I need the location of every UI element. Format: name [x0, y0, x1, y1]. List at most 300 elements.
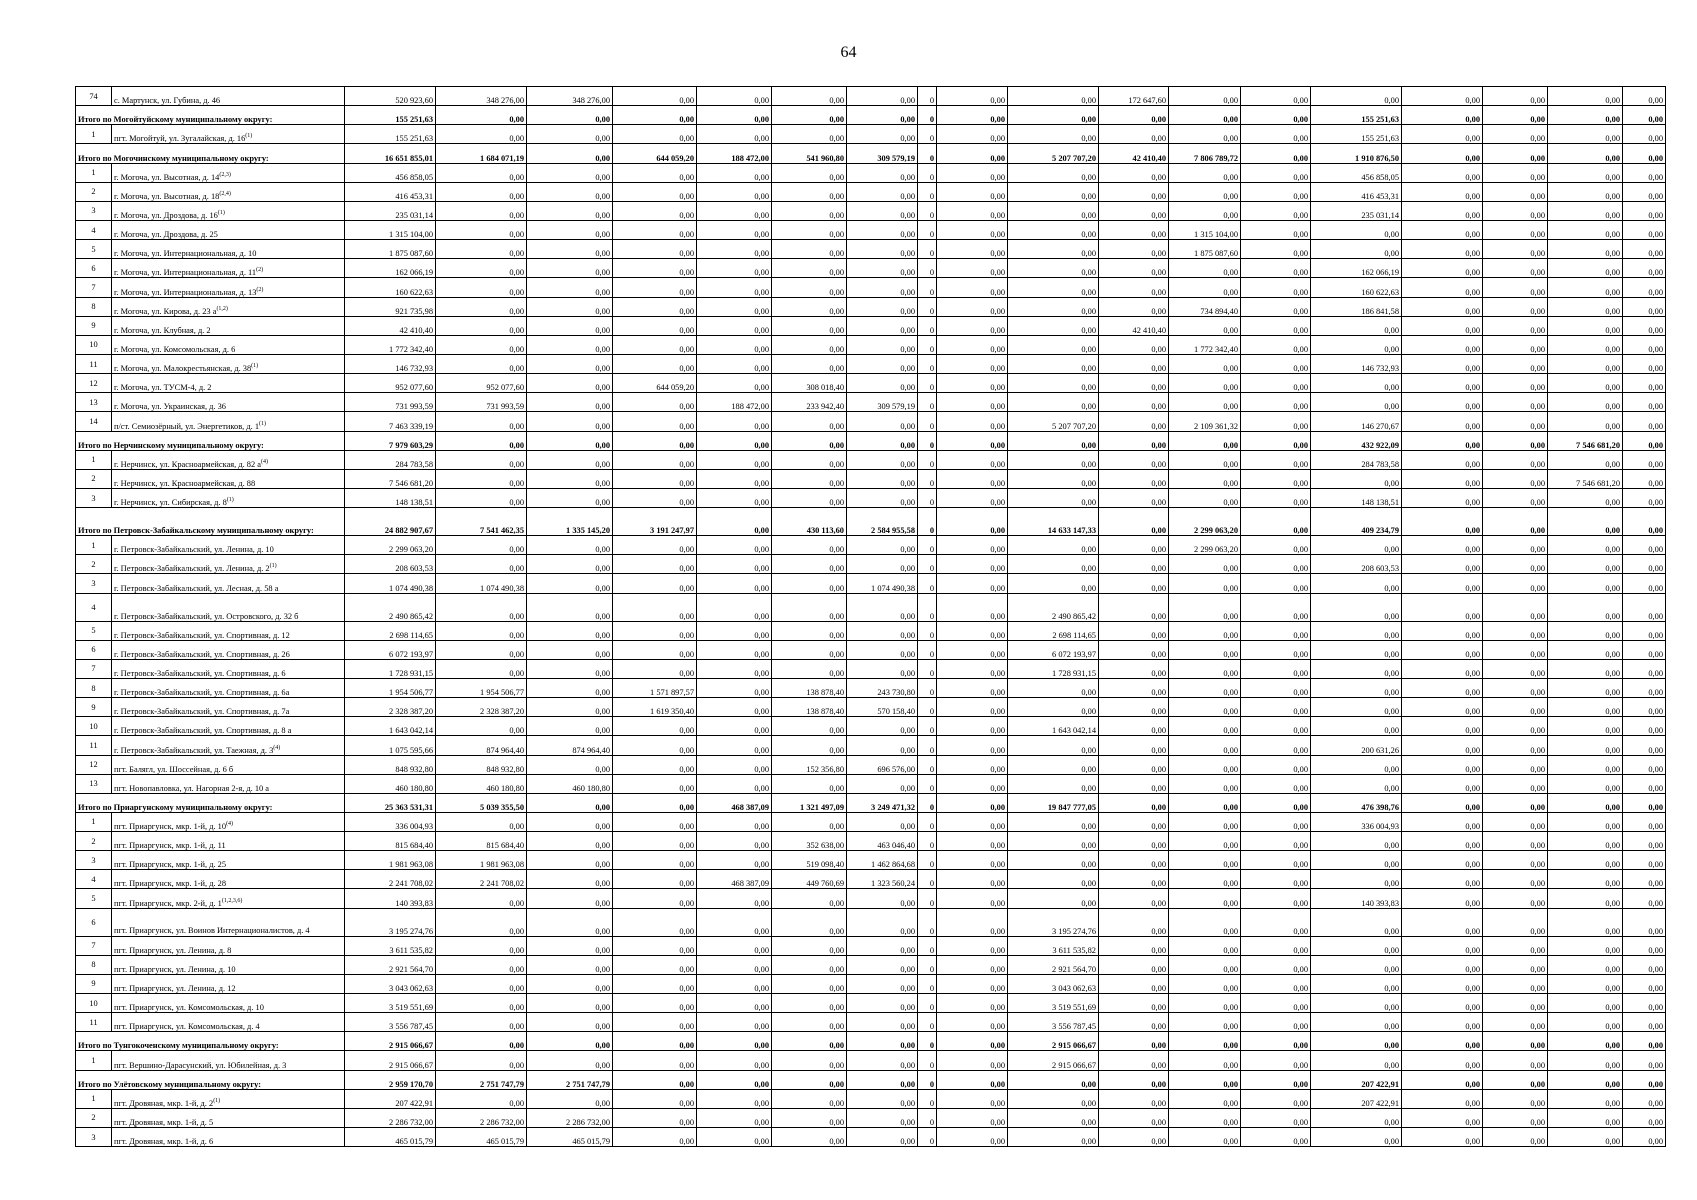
amount-cell: 0,00: [436, 431, 527, 450]
address-text: г. Могоча, ул. Малокрестьянская, д. 38: [114, 364, 252, 374]
amount-cell: 19 847 777,05: [1008, 793, 1099, 812]
amount-cell: 1 954 506,77: [436, 678, 527, 697]
amount-cell: 0,00: [1483, 955, 1548, 974]
amount-cell: 0,00: [1483, 812, 1548, 831]
address-text: г. Могоча, ул. Интернациональная, д. 13: [114, 287, 257, 297]
amount-cell: 0,00: [1099, 1070, 1169, 1089]
amount-cell: 0,00: [1169, 812, 1241, 831]
amount-cell: 0,00: [1483, 870, 1548, 889]
district-total-row: [76, 508, 1666, 536]
amount-cell: 0,00: [527, 259, 613, 278]
address-cell: [112, 593, 345, 621]
row-number: 2: [76, 832, 112, 851]
amount-cell: 0: [918, 1051, 937, 1070]
amount-cell: 0,00: [436, 259, 527, 278]
amount-cell: 0,00: [1169, 1070, 1241, 1089]
amount-cell: 0: [918, 974, 937, 993]
amount-cell: 0,00: [697, 1051, 772, 1070]
amount-cell: 188 472,00: [697, 144, 772, 163]
amount-cell: 0,00: [1402, 354, 1483, 373]
amount-cell: 0,00: [847, 994, 918, 1013]
amount-cell: 0,00: [1402, 431, 1483, 450]
row-number: 1: [76, 125, 112, 144]
amount-cell: 0,00: [1099, 182, 1169, 201]
amount-cell: 0,00: [772, 125, 847, 144]
amount-cell: 0,00: [847, 125, 918, 144]
amount-cell: 0,00: [1402, 717, 1483, 736]
amount-cell: 0,00: [1241, 469, 1311, 488]
amount-cell: 3 519 551,69: [345, 994, 436, 1013]
amount-cell: 1 571 897,57: [613, 678, 697, 697]
amount-cell: 3 611 535,82: [1008, 936, 1099, 955]
amount-cell: 0,00: [613, 469, 697, 488]
amount-cell: 0,00: [436, 469, 527, 488]
amount-cell: 160 622,63: [1311, 278, 1402, 297]
amount-cell: 3 195 274,76: [345, 908, 436, 936]
amount-cell: 0,00: [1623, 488, 1666, 507]
amount-cell: 0,00: [1241, 412, 1311, 431]
amount-cell: 207 422,91: [345, 1089, 436, 1108]
amount-cell: 0,00: [527, 316, 613, 335]
amount-cell: 1 335 145,20: [527, 508, 613, 536]
amount-cell: 696 576,00: [847, 755, 918, 774]
address-cell: [112, 621, 345, 640]
amount-cell: 0,00: [1008, 555, 1099, 574]
amount-cell: 0: [918, 488, 937, 507]
amount-cell: 0,00: [697, 908, 772, 936]
amount-cell: 1 684 071,19: [436, 144, 527, 163]
amount-cell: 155 251,63: [345, 106, 436, 125]
amount-cell: 0,00: [1623, 698, 1666, 717]
amount-cell: 460 180,80: [436, 774, 527, 793]
amount-cell: 0,00: [937, 574, 1008, 593]
amount-cell: 0,00: [613, 955, 697, 974]
amount-cell: 0,00: [772, 640, 847, 659]
amount-cell: 0,00: [937, 736, 1008, 755]
amount-cell: 0,00: [527, 201, 613, 220]
amount-cell: 0,00: [847, 1032, 918, 1051]
address-text: г. Могоча, ул. Кирова, д. 23 а: [114, 306, 217, 316]
amount-cell: 0,00: [1241, 1128, 1311, 1147]
row-number: 3: [76, 201, 112, 220]
amount-cell: 200 631,26: [1311, 736, 1402, 755]
amount-cell: 456 858,05: [1311, 163, 1402, 182]
amount-cell: 449 760,69: [772, 870, 847, 889]
amount-cell: 0,00: [1241, 621, 1311, 640]
amount-cell: 0,00: [613, 812, 697, 831]
amount-cell: 2 109 361,32: [1169, 412, 1241, 431]
amount-cell: 0,00: [527, 488, 613, 507]
amount-cell: 0,00: [1241, 994, 1311, 1013]
amount-cell: 0,00: [1402, 201, 1483, 220]
amount-cell: 0,00: [1169, 659, 1241, 678]
amount-cell: 0,00: [1008, 889, 1099, 908]
amount-cell: 0,00: [937, 678, 1008, 697]
address-cell: [112, 182, 345, 201]
amount-cell: 0,00: [1623, 163, 1666, 182]
amount-cell: 0,00: [613, 593, 697, 621]
amount-cell: 2 915 066,67: [1008, 1051, 1099, 1070]
amount-cell: 0,00: [937, 593, 1008, 621]
amount-cell: 0,00: [697, 278, 772, 297]
amount-cell: 0,00: [527, 106, 613, 125]
address-cell: [112, 488, 345, 507]
amount-cell: 0,00: [527, 354, 613, 373]
amount-cell: 0,00: [697, 640, 772, 659]
row-number: 11: [76, 1013, 112, 1032]
amount-cell: 0,00: [1241, 659, 1311, 678]
address-cell: [112, 659, 345, 678]
amount-cell: 0,00: [937, 488, 1008, 507]
amount-cell: 0,00: [697, 163, 772, 182]
amount-cell: 0,00: [1623, 621, 1666, 640]
amount-cell: 0,00: [1483, 259, 1548, 278]
amount-cell: 0,00: [847, 736, 918, 755]
address-cell: [112, 469, 345, 488]
footnote-mark: (2): [256, 286, 264, 293]
amount-cell: 1 728 931,15: [345, 659, 436, 678]
amount-cell: 0,00: [1241, 870, 1311, 889]
amount-cell: 0,00: [1241, 431, 1311, 450]
amount-cell: 7 541 462,35: [436, 508, 527, 536]
district-total-label: Итого по Могойтуйскому муниципальному округу:: [76, 106, 345, 125]
amount-cell: 0: [918, 812, 937, 831]
footnote-mark: (1): [226, 497, 234, 504]
amount-cell: 848 932,80: [436, 755, 527, 774]
amount-cell: 0,00: [772, 259, 847, 278]
amount-cell: 0,00: [1548, 832, 1623, 851]
amount-cell: 0,00: [1483, 508, 1548, 536]
amount-cell: 0,00: [527, 1013, 613, 1032]
amount-cell: 0,00: [1169, 774, 1241, 793]
amount-cell: 0,00: [1099, 793, 1169, 812]
amount-cell: 0,00: [1241, 144, 1311, 163]
amount-cell: 0,00: [527, 297, 613, 316]
amount-cell: 0,00: [937, 536, 1008, 555]
amount-cell: 0,00: [1548, 393, 1623, 412]
amount-cell: 0: [918, 640, 937, 659]
amount-cell: 0,00: [772, 1108, 847, 1127]
address-text: г. Могоча, ул. Интернациональная, д. 11: [114, 268, 257, 278]
amount-cell: 0: [918, 1089, 937, 1108]
amount-cell: 0,00: [1241, 536, 1311, 555]
amount-cell: 0,00: [1169, 374, 1241, 393]
amount-cell: 0,00: [847, 908, 918, 936]
amount-cell: 0,00: [1548, 793, 1623, 812]
amount-cell: 2 921 564,70: [345, 955, 436, 974]
amount-cell: 0,00: [1099, 994, 1169, 1013]
amount-cell: 0,00: [1169, 908, 1241, 936]
amount-cell: 0,00: [1483, 87, 1548, 106]
amount-cell: 0,00: [1548, 1108, 1623, 1127]
amount-cell: 1 075 595,66: [345, 736, 436, 755]
amount-cell: 0,00: [1402, 488, 1483, 507]
amount-cell: 0,00: [436, 908, 527, 936]
amount-cell: 0,00: [772, 1128, 847, 1147]
amount-cell: 0,00: [1623, 469, 1666, 488]
amount-cell: 0,00: [1008, 832, 1099, 851]
table-row: [76, 908, 1666, 936]
amount-cell: 409 234,79: [1311, 508, 1402, 536]
table-row: [76, 1051, 1666, 1070]
amount-cell: 0: [918, 832, 937, 851]
table-row: [76, 240, 1666, 259]
amount-cell: 0: [918, 536, 937, 555]
amount-cell: 0,00: [1402, 974, 1483, 993]
amount-cell: 0,00: [772, 182, 847, 201]
amount-cell: 352 638,00: [772, 832, 847, 851]
amount-cell: 1 462 864,68: [847, 851, 918, 870]
amount-cell: 430 113,60: [772, 508, 847, 536]
amount-cell: 0,00: [1169, 450, 1241, 469]
address-cell: [112, 574, 345, 593]
address-text: г. Петровск-Забайкальский, ул. Островского, д. 32 б: [114, 611, 299, 621]
amount-cell: 0,00: [527, 678, 613, 697]
amount-cell: 0,00: [937, 450, 1008, 469]
amount-cell: 6 072 193,97: [1008, 640, 1099, 659]
amount-cell: 2 751 747,79: [436, 1070, 527, 1089]
amount-cell: 0,00: [697, 955, 772, 974]
district-total-label: Итого по Приаргунскому муниципальному округу:: [76, 793, 345, 812]
amount-cell: 0,00: [1241, 259, 1311, 278]
amount-cell: 0,00: [1483, 163, 1548, 182]
amount-cell: 0,00: [1008, 259, 1099, 278]
amount-cell: 148 138,51: [1311, 488, 1402, 507]
amount-cell: 0,00: [613, 936, 697, 955]
amount-cell: 0,00: [1099, 889, 1169, 908]
amount-cell: 0,00: [1241, 812, 1311, 831]
amount-cell: 0,00: [613, 555, 697, 574]
amount-cell: 0,00: [1483, 335, 1548, 354]
amount-cell: 0,00: [1548, 536, 1623, 555]
amount-cell: 0,00: [1483, 574, 1548, 593]
footnote-mark: (1,2): [216, 305, 228, 312]
amount-cell: 0,00: [1402, 555, 1483, 574]
amount-cell: 5 039 355,50: [436, 793, 527, 812]
amount-cell: 0,00: [1311, 335, 1402, 354]
table-row: [76, 374, 1666, 393]
amount-cell: 208 603,53: [345, 555, 436, 574]
amount-cell: 0,00: [772, 278, 847, 297]
amount-cell: 0,00: [1099, 936, 1169, 955]
address-cell: [112, 755, 345, 774]
amount-cell: 0,00: [1483, 144, 1548, 163]
amount-cell: 0,00: [1483, 851, 1548, 870]
amount-cell: 0,00: [1169, 431, 1241, 450]
amount-cell: 0,00: [527, 374, 613, 393]
amount-cell: 0,00: [1402, 1128, 1483, 1147]
amount-cell: 0,00: [1402, 774, 1483, 793]
amount-cell: 0,00: [937, 851, 1008, 870]
amount-cell: 0,00: [697, 774, 772, 793]
amount-cell: 0,00: [436, 889, 527, 908]
amount-cell: 0,00: [1008, 1128, 1099, 1147]
amount-cell: 0,00: [847, 1108, 918, 1127]
address-text: пгт. Приаргунск, ул. Воинов Интернационалистов, д. 4: [114, 926, 310, 936]
amount-cell: 0: [918, 182, 937, 201]
row-number: 4: [76, 870, 112, 889]
amount-cell: 0,00: [1169, 793, 1241, 812]
amount-cell: 0,00: [527, 431, 613, 450]
amount-cell: 309 579,19: [847, 144, 918, 163]
amount-cell: 0,00: [937, 1128, 1008, 1147]
address-cell: [112, 220, 345, 239]
amount-cell: 570 158,40: [847, 698, 918, 717]
amount-cell: 0,00: [1241, 508, 1311, 536]
address-cell: [112, 1108, 345, 1127]
district-total-row: [76, 1032, 1666, 1051]
amount-cell: 0,00: [1311, 316, 1402, 335]
amount-cell: 0,00: [697, 125, 772, 144]
amount-cell: 0,00: [1311, 678, 1402, 697]
amount-cell: 0,00: [697, 555, 772, 574]
amount-cell: 0,00: [1311, 374, 1402, 393]
amount-cell: 0,00: [937, 163, 1008, 182]
address-cell: [112, 908, 345, 936]
amount-cell: 0,00: [1623, 201, 1666, 220]
amount-cell: 0: [918, 87, 937, 106]
amount-cell: 0,00: [847, 488, 918, 507]
amount-cell: 0,00: [1311, 469, 1402, 488]
amount-cell: 0,00: [436, 593, 527, 621]
row-number: 5: [76, 621, 112, 640]
row-number: 2: [76, 182, 112, 201]
amount-cell: 0,00: [697, 736, 772, 755]
amount-cell: 0,00: [613, 163, 697, 182]
amount-cell: 0,00: [1623, 678, 1666, 697]
amount-cell: 0,00: [937, 144, 1008, 163]
amount-cell: 0,00: [1169, 1108, 1241, 1127]
amount-cell: 0,00: [847, 182, 918, 201]
amount-cell: 0,00: [697, 450, 772, 469]
amount-cell: 1 728 931,15: [1008, 659, 1099, 678]
address-text: г. Петровск-Забайкальский, ул. Спортивная, д. 26: [114, 649, 290, 659]
amount-cell: 0,00: [1623, 508, 1666, 536]
amount-cell: 0,00: [613, 297, 697, 316]
address-text: г. Нерчинск, ул. Красноармейская, д. 88: [114, 478, 256, 488]
amount-cell: 0,00: [1099, 955, 1169, 974]
amount-cell: 0,00: [1548, 335, 1623, 354]
amount-cell: 0,00: [1241, 335, 1311, 354]
amount-cell: 0,00: [1548, 316, 1623, 335]
amount-cell: 172 647,60: [1099, 87, 1169, 106]
amount-cell: 0,00: [697, 106, 772, 125]
district-total-row: [76, 1070, 1666, 1089]
amount-cell: 0,00: [436, 201, 527, 220]
row-number: 2: [76, 555, 112, 574]
amount-cell: 0,00: [436, 621, 527, 640]
amount-cell: 0,00: [613, 774, 697, 793]
row-number: 74: [76, 87, 112, 106]
amount-cell: 0,00: [847, 412, 918, 431]
amount-cell: 0,00: [527, 278, 613, 297]
amount-cell: 0,00: [1099, 774, 1169, 793]
amount-cell: 42 410,40: [1099, 316, 1169, 335]
amount-cell: 0,00: [1008, 201, 1099, 220]
table-row: [76, 936, 1666, 955]
amount-cell: 0: [918, 144, 937, 163]
amount-cell: 0,00: [1008, 736, 1099, 755]
amount-cell: 0,00: [1548, 412, 1623, 431]
amount-cell: 0,00: [1548, 278, 1623, 297]
amount-cell: 0,00: [1241, 793, 1311, 812]
amount-cell: 0,00: [1008, 450, 1099, 469]
amount-cell: 0,00: [436, 220, 527, 239]
amount-cell: 0: [918, 774, 937, 793]
amount-cell: 0,00: [1099, 812, 1169, 831]
amount-cell: 0,00: [1008, 393, 1099, 412]
amount-cell: 3 556 787,45: [345, 1013, 436, 1032]
amount-cell: 0,00: [527, 793, 613, 812]
address-text: пгт. Дровяная, мкр. 1-й, д. 2: [114, 1098, 214, 1108]
amount-cell: 160 622,63: [345, 278, 436, 297]
amount-cell: 0,00: [1311, 621, 1402, 640]
address-cell: [112, 889, 345, 908]
amount-cell: 0,00: [1623, 659, 1666, 678]
amount-cell: 0,00: [1241, 297, 1311, 316]
amount-cell: 1 910 876,50: [1311, 144, 1402, 163]
amount-cell: 0,00: [1548, 717, 1623, 736]
amount-cell: 0,00: [1483, 240, 1548, 259]
amount-cell: 0,00: [937, 889, 1008, 908]
amount-cell: 0,00: [1099, 335, 1169, 354]
amount-cell: 0,00: [1623, 240, 1666, 259]
address-text: п/ст. Семиозёрный, ул. Энергетиков, д. 1: [114, 421, 260, 431]
amount-cell: 0,00: [1099, 832, 1169, 851]
row-number: 10: [76, 994, 112, 1013]
table-row: [76, 220, 1666, 239]
row-number: 4: [76, 593, 112, 621]
amount-cell: 476 398,76: [1311, 793, 1402, 812]
amount-cell: 0,00: [1311, 870, 1402, 889]
row-number: 1: [76, 812, 112, 831]
amount-cell: 2 286 732,00: [527, 1108, 613, 1127]
amount-cell: 0,00: [1483, 1089, 1548, 1108]
amount-cell: 0,00: [772, 974, 847, 993]
address-cell: [112, 316, 345, 335]
amount-cell: 0,00: [1099, 717, 1169, 736]
amount-cell: 0,00: [937, 774, 1008, 793]
amount-cell: 0,00: [1483, 1108, 1548, 1127]
amount-cell: 0: [918, 574, 937, 593]
amount-cell: 0,00: [1402, 240, 1483, 259]
amount-cell: 1 643 042,14: [1008, 717, 1099, 736]
amount-cell: 0,00: [613, 125, 697, 144]
amount-cell: 0,00: [697, 755, 772, 774]
amount-cell: 468 387,09: [697, 870, 772, 889]
amount-cell: 0,00: [1483, 1032, 1548, 1051]
amount-cell: 0,00: [1483, 106, 1548, 125]
amount-cell: 0,00: [1099, 678, 1169, 697]
amount-cell: 0,00: [613, 201, 697, 220]
address-text: г. Нерчинск, ул. Сибирская, д. 8: [114, 498, 227, 508]
amount-cell: 0,00: [1623, 297, 1666, 316]
amount-cell: 0,00: [1099, 736, 1169, 755]
amount-cell: 0,00: [1169, 555, 1241, 574]
row-number: 14: [76, 412, 112, 431]
amount-cell: 952 077,60: [436, 374, 527, 393]
amount-cell: 0,00: [1548, 678, 1623, 697]
amount-cell: 0,00: [847, 1013, 918, 1032]
address-text: пгт. Вершино-Дарасунский, ул. Юбилейная, д. 3: [114, 1060, 287, 1070]
amount-cell: 0,00: [1008, 297, 1099, 316]
amount-cell: 0,00: [613, 1128, 697, 1147]
table-row: [76, 412, 1666, 431]
amount-cell: 0,00: [772, 354, 847, 373]
amount-cell: 336 004,93: [1311, 812, 1402, 831]
amount-cell: 0,00: [527, 955, 613, 974]
amount-cell: 0,00: [937, 259, 1008, 278]
